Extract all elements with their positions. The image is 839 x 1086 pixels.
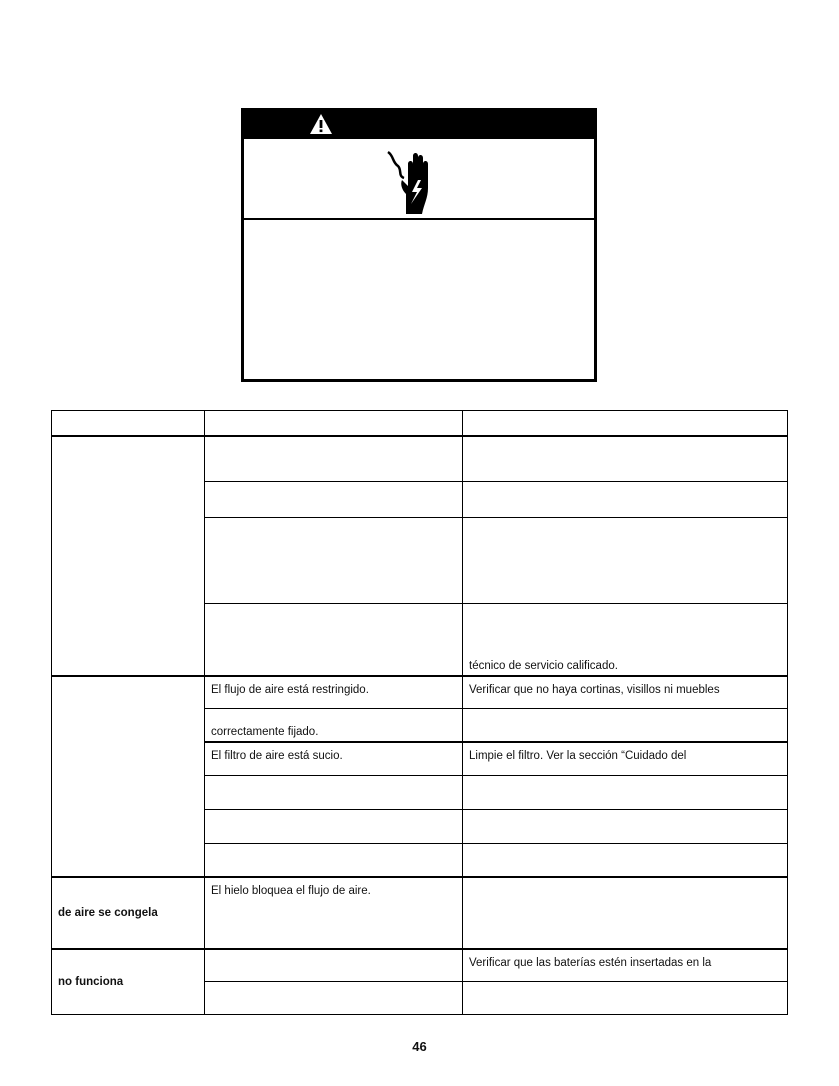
header-cell [463, 411, 788, 436]
table-row [52, 676, 788, 709]
electrical-shock-hand-icon [384, 148, 444, 214]
table-row [52, 436, 788, 482]
cause-cell [205, 709, 463, 742]
problem-cell [52, 949, 205, 1015]
cause-cell [205, 810, 463, 844]
solution-cell [463, 776, 788, 810]
solution-cell [463, 982, 788, 1015]
warning-divider [244, 218, 594, 220]
solution-cell [463, 742, 788, 776]
cause-cell [205, 482, 463, 518]
cause-cell [205, 877, 463, 949]
cause-cell [205, 742, 463, 776]
cause-cell [205, 676, 463, 709]
solution-cell [463, 844, 788, 877]
troubleshooting-table [51, 410, 788, 1015]
cause-cell [205, 982, 463, 1015]
cause-cell [205, 776, 463, 810]
warning-header-bar [244, 111, 594, 139]
cause-text: El filtro de aire está sucio. [211, 749, 343, 762]
solution-cell [463, 518, 788, 604]
warning-triangle-icon [309, 113, 333, 135]
page-number: 46 [412, 1039, 427, 1054]
problem-cell [52, 436, 205, 676]
solution-cell [463, 676, 788, 709]
cause-text: El flujo de aire está restringido. [211, 683, 369, 696]
solution-text: Limpie el filtro. Ver la sección “Cuidado del [469, 749, 687, 762]
problem-text: de aire se congela [58, 906, 158, 919]
cause-cell [205, 518, 463, 604]
solution-text: Verificar que no haya cortinas, visillos ni muebles [469, 683, 720, 696]
cause-cell [205, 604, 463, 676]
solution-text: técnico de servicio calificado. [469, 659, 618, 672]
problem-text: no funciona [58, 975, 124, 988]
solution-cell [463, 810, 788, 844]
solution-cell [463, 949, 788, 982]
solution-text: Verificar que las baterías estén insertadas en la [469, 956, 712, 969]
cause-text: El hielo bloquea el flujo de aire. [211, 884, 371, 897]
solution-cell [463, 709, 788, 742]
solution-cell [463, 482, 788, 518]
problem-cell [52, 877, 205, 949]
header-cell [52, 411, 205, 436]
header-cell [205, 411, 463, 436]
table-row [52, 949, 788, 982]
solution-cell [463, 604, 788, 676]
solution-cell [463, 436, 788, 482]
problem-cell [52, 676, 205, 877]
cause-cell [205, 949, 463, 982]
cause-text: correctamente fijado. [211, 725, 319, 738]
solution-cell [463, 877, 788, 949]
table-header-row [52, 411, 788, 436]
cause-cell [205, 844, 463, 877]
table-row [52, 877, 788, 949]
cause-cell [205, 436, 463, 482]
warning-box [241, 108, 597, 382]
